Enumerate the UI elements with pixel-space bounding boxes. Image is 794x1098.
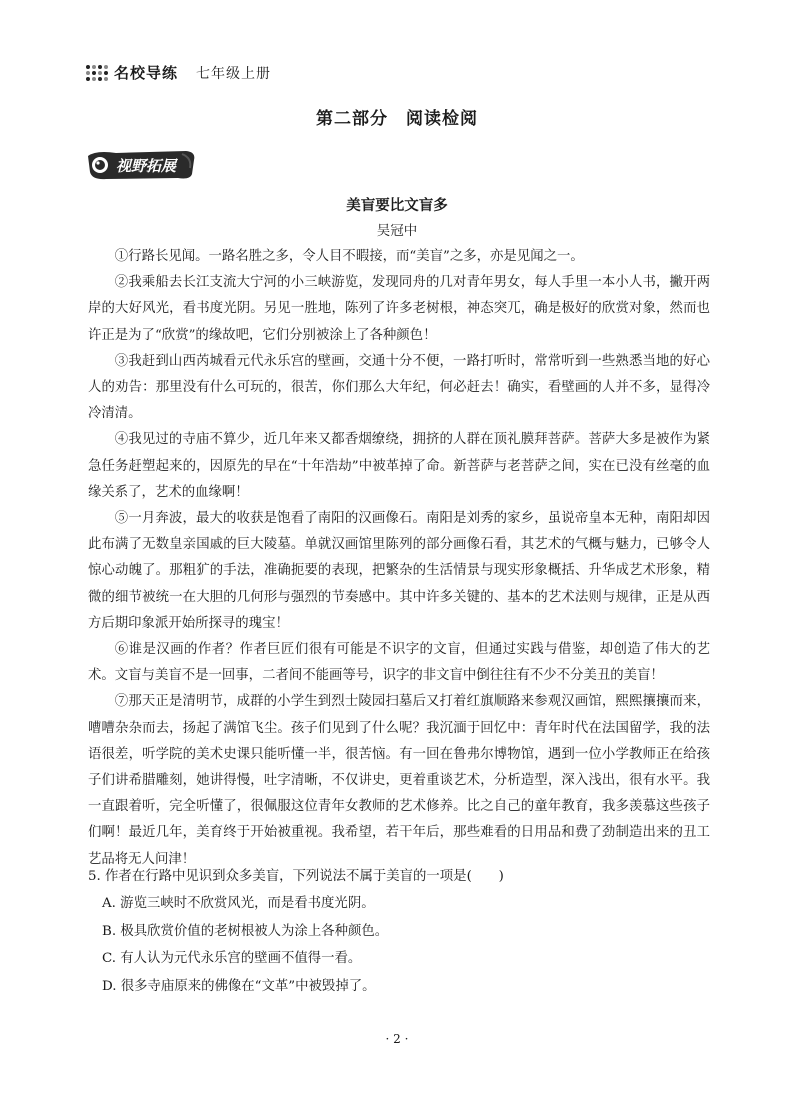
dots-icon [86, 65, 108, 81]
paragraph-4: ④我见过的寺庙不算少，近几年来又都香烟缭绕，拥挤的人群在顶礼膜拜菩萨。菩萨大多是被作为紧急任务赶塑起来的，因原先的早在“十年浩劫”中被革掉了命。新菩萨与老菩萨之间，实在已没有丝毫的血缘关系了，艺术的血缘啊！ [88, 432, 710, 500]
page-number: · 2 · [385, 1032, 409, 1046]
paragraph-3: ③我赶到山西芮城看元代永乐宫的壁画，交通十分不便，一路打听时，常常听到一些熟悉当地的好心人的劝告：那里没有什么可玩的，很苦，你们那么大年纪，何必赶去！确实，看壁画的人并不多，显得冷冷清清。 [88, 353, 710, 422]
book-grade: 七年级上册 [196, 65, 272, 82]
article-title: 美盲要比文盲多 [346, 198, 448, 214]
paragraph-7: ⑦那天正是清明节，成群的小学生到烈士陵园扫墓后又打着红旗顺路来参观汉画馆，熙熙攘攘而来，嘈嘈杂杂而去，扬起了满馆飞尘。孩子们见到了什么呢？我沉湎于回忆中：青年时代在法国留学，我的法语很差，听学院的美术史课只能听懂一半，很苦恼。有一回在鲁弗尔博物馆，遇到一位小学教师正在给孩子们讲希腊雕刻，她讲得慢，吐字清晰，不仅讲史，更着重谈艺术，分析造型，深入浅出，很有水平。我一直跟着听，完全听懂了，很佩服这位青年女教师的艺术修养。比之自己的童年教育，我多羡慕这些孩子们啊！最近几年，美育终于开始被重视。我希望，若干年后，那些难看的日用品和费了劲制造出来的丑工艺品将无人问津！ [88, 694, 710, 867]
paragraph-6: ⑥谁是汉画的作者？作者巨匠们很有可能是不识字的文盲，但通过实践与借鉴，却创造了伟大的艺术。文盲与美盲不是一回事，二者间不能画等号，识字的非文盲中倒往往有不少不分美丑的美盲！ [88, 642, 710, 684]
option-b: B. 极具欣赏价值的老树根被人为涂上各种颜色。 [102, 923, 389, 939]
paragraph-2: ②我乘船去长江支流大宁河的小三峡游览，发现同舟的几对青年男女，每人手里一本小人书，撇开两岸的大好风光，看书度光阴。另见一胜地，陈列了许多老树根，神态突兀，确是极好的欣赏对象，然而也许正是为了“欣赏”的缘故吧，它们分别被涂上了各种颜色！ [88, 275, 710, 343]
article-author: 吴冠中 [376, 223, 418, 239]
paragraph-5: ⑤一月奔波，最大的收获是饱看了南阳的汉画像石。南阳是刘秀的家乡，虽说帝皇本无种，南阳却因此布满了无数皇亲国戚的巨大陵墓。单就汉画馆里陈列的部分画像石看，其艺术的气概与魅力，已够令人惊心动魄了。那粗犷的手法，准确扼要的表现，把繁杂的生活情景与现实形象概括、升华成艺术形象，精微的细节被统一在大胆的几何形与强烈的节奏感中。其中许多关键的、基本的艺术法则与规律，正是从西方后期印象派开始所探寻的瑰宝！ [88, 511, 710, 631]
page-header [86, 62, 271, 83]
section-title: 第二部分 阅读检阅 [316, 109, 478, 129]
paragraph-1: ①行路长见闻。一路名胜之多，令人目不暇接，而“美盲”之多，亦是见闻之一。 [114, 249, 584, 264]
question-stem: 5. 作者在行路中见识到众多美盲，下列说法不属于美盲的一项是( ) [88, 869, 504, 884]
article-body [88, 244, 710, 873]
brush-banner-icon [86, 148, 198, 182]
option-a: A. 游览三峡时不欣赏风光，而是看书度光阴。 [102, 896, 375, 911]
option-d: D. 很多寺庙原来的佛像在“文革”中被毁掉了。 [102, 978, 376, 994]
book-brand: 名校导练 [114, 64, 179, 82]
banner-label: 视野拓展 [115, 157, 177, 175]
question-5 [88, 864, 710, 1000]
option-c: C. 有人认为元代永乐宫的壁画不值得一看。 [102, 951, 362, 966]
section-banner [86, 148, 198, 182]
